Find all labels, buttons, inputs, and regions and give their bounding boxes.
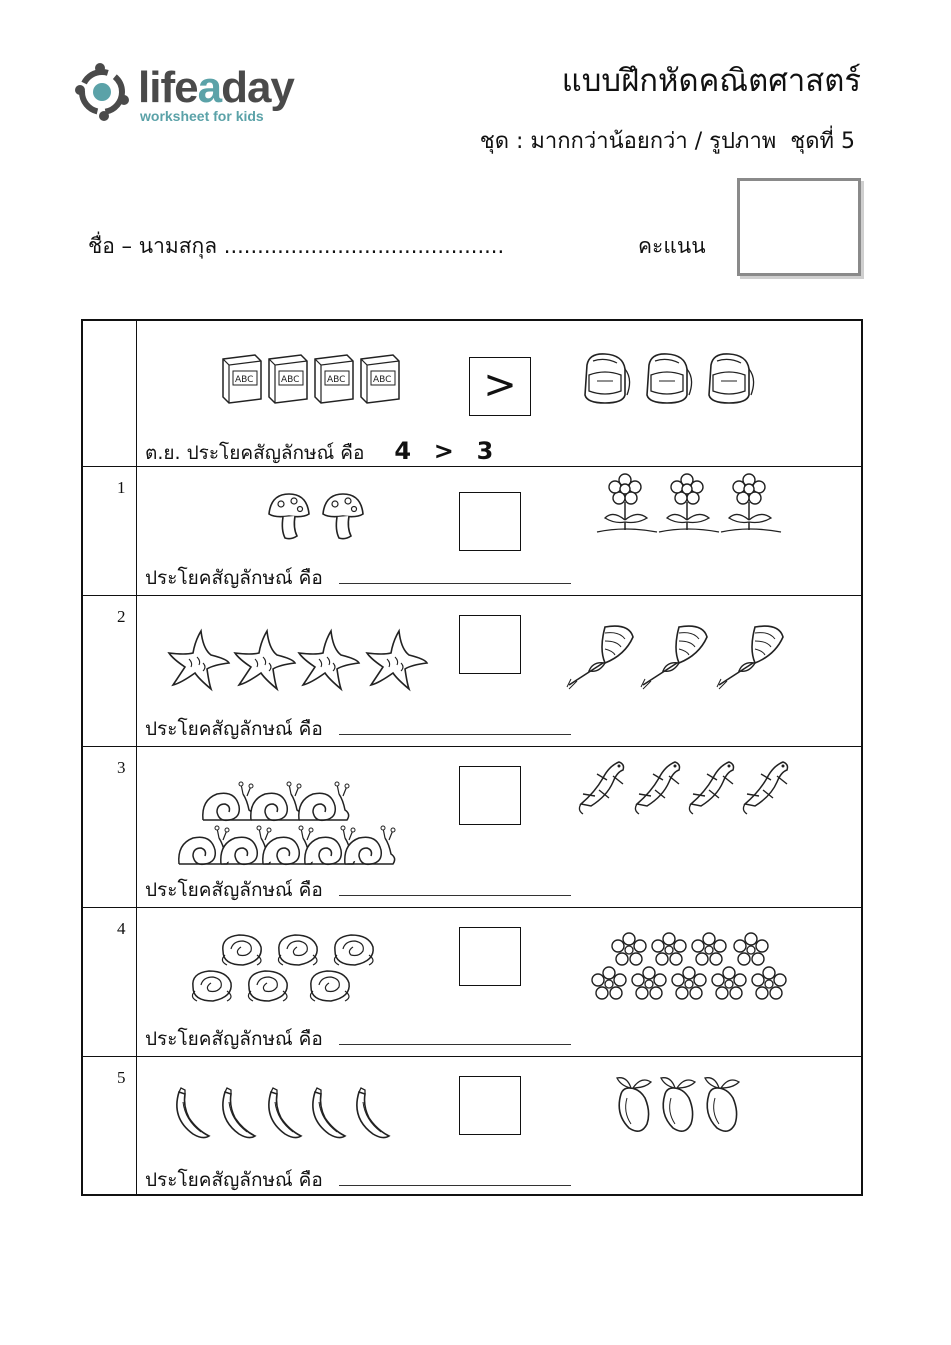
question-1-right-pictures (597, 474, 787, 540)
mushroom-icon (323, 494, 363, 539)
question-4-left-pictures (187, 931, 387, 1007)
question-sentence-3 (145, 878, 571, 902)
small-flower-icon (752, 967, 786, 999)
example-symbol-box: > (469, 357, 531, 416)
score-label: คะแนน (638, 234, 706, 258)
banana-icon (313, 1088, 345, 1138)
rose-icon (310, 971, 349, 1001)
small-flower-icon (652, 933, 686, 965)
banana-icon (357, 1088, 389, 1138)
page-subtitle: ชุด : มากกว่าน้อยกว่า / รูปภาพ ชุดที่ 5 (479, 129, 855, 154)
worksheet-table (81, 319, 863, 1196)
snail-icon (251, 782, 301, 820)
backpack-icon (709, 354, 754, 403)
rose-icon (248, 971, 287, 1001)
question-row-5 (83, 1056, 861, 1196)
banana-icon (177, 1088, 209, 1138)
butterfly-icon (641, 626, 707, 689)
rose-icon (334, 935, 373, 965)
mango-icon (617, 1078, 651, 1131)
example-right-pictures (579, 351, 769, 407)
starfish-icon (235, 631, 295, 689)
snail-icon (299, 782, 349, 820)
question-2-left-pictures (167, 629, 437, 693)
book-icon (315, 355, 353, 403)
backpack-icon (585, 354, 630, 403)
answer-line-1[interactable] (339, 569, 571, 584)
answer-line-4[interactable] (339, 1030, 571, 1045)
question-row-2 (83, 595, 861, 747)
question-3-left-pictures (175, 780, 395, 872)
answer-line-3[interactable] (339, 881, 571, 896)
banana-icon (223, 1088, 255, 1138)
small-flower-icon (632, 967, 666, 999)
answer-line-2[interactable] (339, 720, 571, 735)
logo-wordmark: lifeaday (138, 63, 294, 112)
small-flower-icon (734, 933, 768, 965)
sentence-label: ประโยคสัญลักษณ์ คือ (145, 1028, 323, 1050)
sentence-label: ประโยคสัญลักษณ์ คือ (145, 1169, 323, 1191)
book-icon (223, 355, 261, 403)
lizard-icon (689, 762, 733, 814)
question-row-1 (83, 466, 861, 596)
flower-icon (659, 474, 719, 532)
score-box[interactable] (737, 178, 861, 276)
question-sentence-5 (145, 1168, 571, 1192)
rose-icon (192, 971, 231, 1001)
sentence-label: ประโยคสัญลักษณ์ คือ (145, 879, 323, 901)
question-4-right-pictures (591, 933, 791, 1005)
butterfly-icon (717, 626, 783, 689)
answer-box-2[interactable] (459, 615, 521, 674)
rose-icon (278, 935, 317, 965)
logo-molecule-icon (74, 60, 134, 124)
small-flower-icon (592, 967, 626, 999)
example-sentence (145, 439, 495, 465)
small-flower-icon (672, 967, 706, 999)
book-icon (361, 355, 399, 403)
answer-box-4[interactable] (459, 927, 521, 986)
example-sentence-label: ต.ย. ประโยคสัญลักษณ์ คือ (145, 442, 365, 464)
mushroom-icon (269, 494, 309, 539)
flower-icon (597, 474, 657, 532)
question-2-right-pictures (565, 623, 795, 691)
logo-tagline: worksheet for kids (140, 108, 264, 124)
book-icon (269, 355, 307, 403)
mango-icon (705, 1078, 739, 1131)
sentence-label: ประโยคสัญลักษณ์ คือ (145, 718, 323, 740)
question-number: 5 (117, 1068, 126, 1087)
question-sentence-2 (145, 717, 571, 741)
small-flower-icon (692, 933, 726, 965)
question-row-3 (83, 746, 861, 908)
question-number: 3 (117, 758, 126, 777)
backpack-icon (647, 354, 692, 403)
flower-icon (721, 474, 781, 532)
lizard-icon (635, 762, 679, 814)
starfish-icon (367, 631, 427, 689)
question-number: 4 (117, 919, 126, 938)
answer-box-1[interactable] (459, 492, 521, 551)
starfish-icon (299, 631, 359, 689)
answer-box-3[interactable] (459, 766, 521, 825)
lizard-icon (579, 762, 623, 814)
banana-icon (269, 1088, 301, 1138)
question-5-left-pictures (169, 1088, 409, 1142)
page-title: แบบฝึกหัดคณิตศาสตร์ (561, 63, 861, 99)
answer-line-5[interactable] (339, 1171, 571, 1186)
question-5-right-pictures (611, 1074, 751, 1140)
butterfly-icon (567, 626, 633, 689)
example-answer: 4 > 3 (394, 437, 496, 465)
student-name-field[interactable]: ชื่อ – นามสกุล .......................................... (88, 234, 505, 258)
question-sentence-4 (145, 1027, 571, 1051)
mango-icon (661, 1078, 695, 1131)
question-1-left-pictures (267, 492, 367, 547)
small-flower-icon (612, 933, 646, 965)
question-row-4 (83, 907, 861, 1057)
example-left-pictures (221, 351, 411, 406)
small-flower-icon (712, 967, 746, 999)
sentence-label: ประโยคสัญลักษณ์ คือ (145, 567, 323, 589)
starfish-icon (169, 631, 229, 689)
question-sentence-1 (145, 566, 571, 590)
lizard-icon (743, 762, 787, 814)
example-row (83, 321, 861, 467)
logo (74, 60, 314, 130)
question-number: 1 (117, 478, 126, 497)
rose-icon (222, 935, 261, 965)
question-number: 2 (117, 607, 126, 626)
answer-box-5[interactable] (459, 1076, 521, 1135)
question-3-right-pictures (575, 758, 805, 818)
snail-icon (203, 782, 253, 820)
